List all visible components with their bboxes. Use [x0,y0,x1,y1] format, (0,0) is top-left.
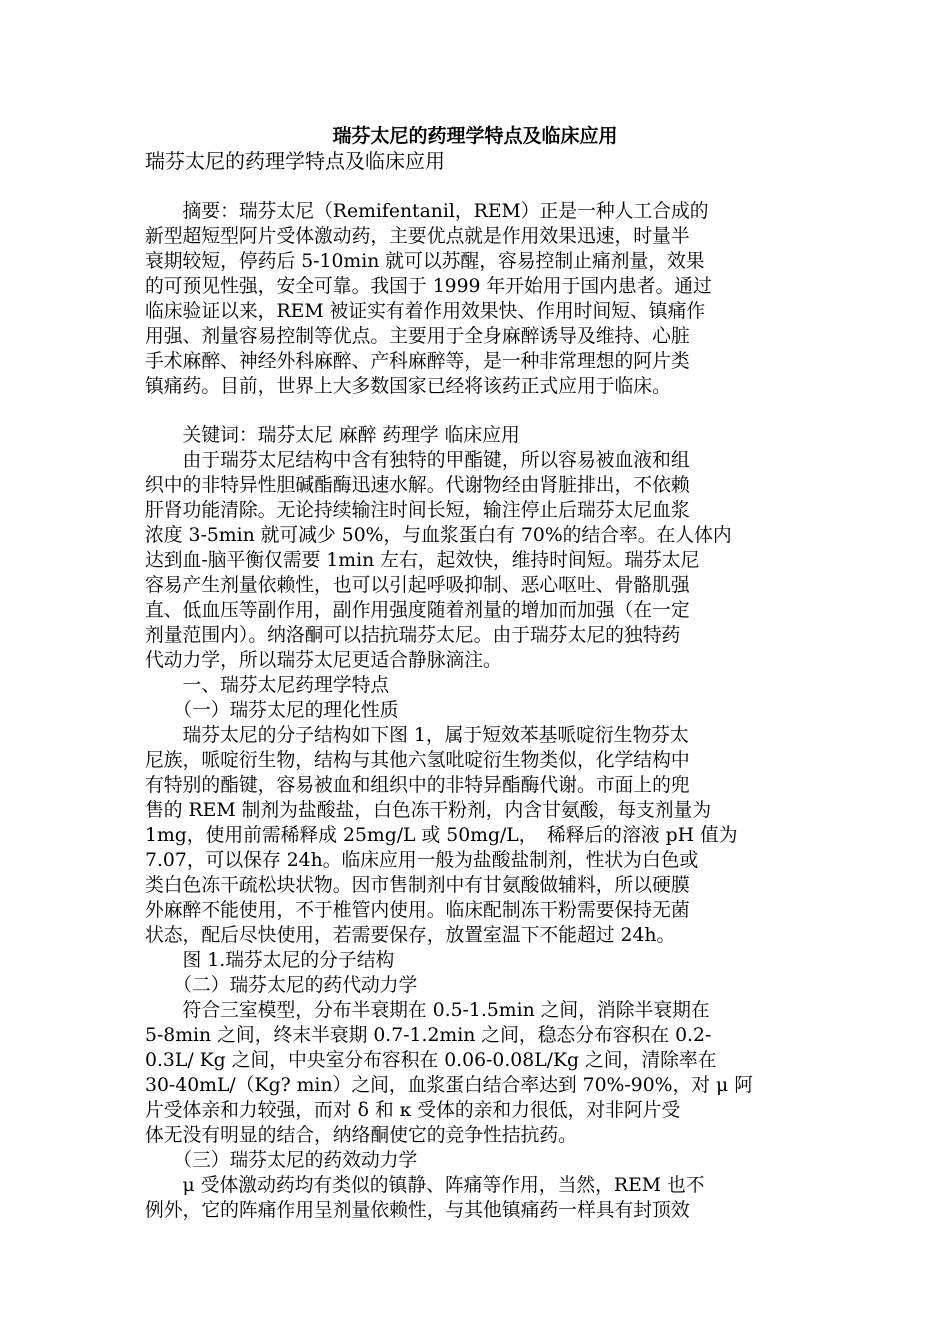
text-line: 关键词：瑞芬太尼 麻醉 药理学 临床应用 [145,425,520,446]
text-line: 直、低血压等副作用，副作用强度随着剂量的增加而加强（在一定 [145,600,690,621]
text-line: 体无没有明显的结合，纳络酮使它的竞争性拮抗药。 [145,1125,577,1146]
text-line: 片受体亲和力较强，而对 δ 和 κ 受体的亲和力很低，对非阿片受 [145,1100,681,1121]
text-line: 的可预见性强，安全可靠。我国于 1999 年开始用于国内患者。通过 [145,276,712,297]
text-line: 例外，它的阵痛作用呈剂量依赖性，与其他镇痛药一样具有封顶效 [145,1200,690,1221]
text-line: （二）瑞芬太尼的药代动力学 [145,975,418,996]
document-subtitle: 瑞芬太尼的药理学特点及临床应用 [145,149,445,173]
text-line: 织中的非特异性胆碱酯酶迅速水解。代谢物经由肾脏排出，不依赖 [145,475,690,496]
text-line: 5-8min 之间，终末半衰期 0.7-1.2min 之间，稳态分布容积在 0.2- [145,1025,712,1046]
text-line: 新型超短型阿片受体激动药，主要优点就是作用效果迅速，时量半 [145,226,690,247]
text-line: 尼族，哌啶衍生物，结构与其他六氢吡啶衍生物类似，化学结构中 [145,750,690,771]
text-line: 类白色冻干疏松块状物。因市售制剂中有甘氨酸做辅料，所以硬膜 [145,875,690,896]
text-line: 瑞芬太尼的分子结构如下图 1，属于短效苯基哌啶衍生物芬太 [145,725,689,746]
text-line: 售的 REM 制剂为盐酸盐，白色冻干粉剂，内含甘氨酸，每支剂量为 [145,800,712,821]
text-line: 0.3L/ Kg 之间，中央室分布容积在 0.06-0.08L/Kg 之间，清除率在 [145,1050,717,1071]
text-line: 衰期较短，停药后 5-10min 就可以苏醒，容易控制止痛剂量，效果 [145,251,705,272]
text-line: 容易产生剂量依赖性，也可以引起呼吸抑制、恶心呕吐、骨骼肌强 [145,575,690,596]
text-line: 摘要：瑞芬太尼（Remifentanil，REM）正是一种人工合成的 [145,201,709,222]
text-line: 有特别的酯键，容易被血和组织中的非特异酯酶代谢。市面上的兜 [145,775,690,796]
text-line: （三）瑞芬太尼的药效动力学 [145,1150,418,1171]
text-line: 图 1.瑞芬太尼的分子结构 [145,950,395,971]
text-line: 浓度 3-5min 就可减少 50%，与血浆蛋白有 70%的结合率。在人体内 [145,525,732,546]
document-title: 瑞芬太尼的药理学特点及临床应用 [332,125,618,147]
text-line: 由于瑞芬太尼结构中含有独特的甲酯键，所以容易被血液和组 [145,450,690,471]
text-line: 手术麻醉、神经外科麻醉、产科麻醉等，是一种非常理想的阿片类 [145,351,690,372]
text-line: 肝肾功能清除。无论持续输注时间长短，输注停止后瑞芬太尼血浆 [145,500,690,521]
text-line: 镇痛药。目前，世界上大多数国家已经将该药正式应用于临床。 [145,376,671,397]
text-line: 剂量范围内）。纳洛酮可以拮抗瑞芬太尼。由于瑞芬太尼的独特药 [145,625,681,646]
text-line: （一）瑞芬太尼的理化性质 [145,700,399,721]
text-line: 代动力学，所以瑞芬太尼更适合静脉滴注。 [145,650,502,671]
text-line: 用强、剂量容易控制等优点。主要用于全身麻醉诱导及维持、心脏 [145,326,690,347]
text-line: μ 受体激动药均有类似的镇静、阵痛等作用，当然，REM 也不 [145,1175,705,1196]
text-line: 一、瑞芬太尼药理学特点 [145,675,390,696]
text-line: 符合三室模型，分布半衰期在 0.5-1.5min 之间，消除半衰期在 [145,1000,710,1021]
text-line: 临床验证以来，REM 被证实有着作用效果快、作用时间短、镇痛作 [145,301,706,322]
text-line: 达到血-脑平衡仅需要 1min 左右，起效快，维持时间短。瑞芬太尼 [145,550,700,571]
abstract-paragraph [145,199,810,399]
text-line: 30-40mL/（Kg? min）之间，血浆蛋白结合率达到 70%-90%，对 μ 阿 [145,1075,753,1096]
text-line: 7.07，可以保存 24h。临床应用一般为盐酸盐制剂，性状为白色或 [145,850,699,871]
text-line: 外麻醉不能使用，不于椎管内使用。临床配制冻干粉需要保持无菌 [145,900,690,921]
body-text [145,423,810,1223]
text-line: 1mg，使用前需稀释成 25mg/L 或 50mg/L， 稀释后的溶液 pH 值为 [145,825,738,846]
text-line: 状态，配后尽快使用，若需要保存，放置室温下不能超过 24h。 [145,925,676,946]
